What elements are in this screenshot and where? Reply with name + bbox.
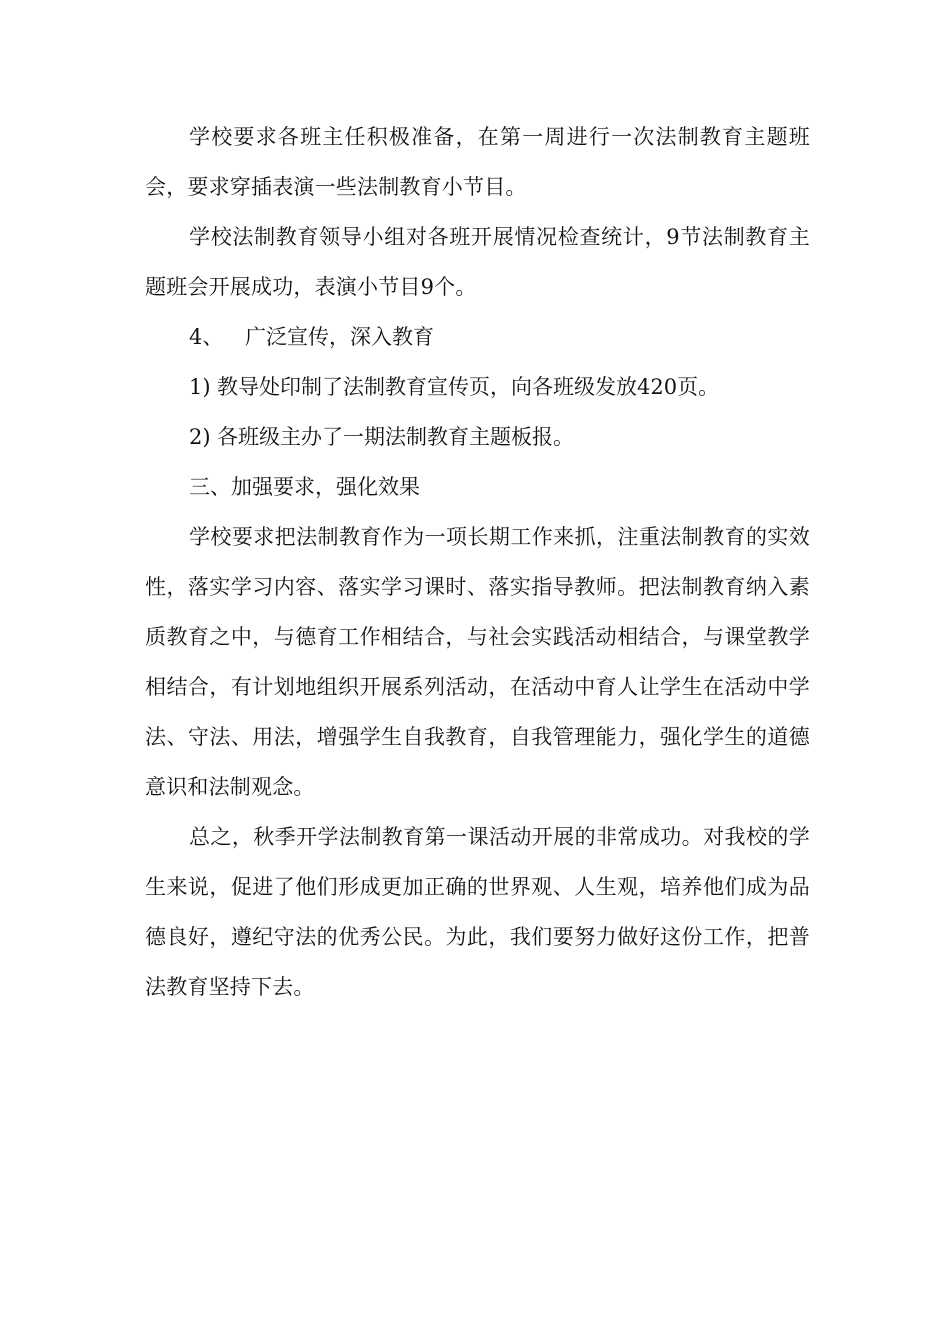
- list-item-text: 教导处印制了法制教育宣传页，向各班级发放420页。: [217, 375, 720, 399]
- paragraph-class-meeting: 学校要求各班主任积极准备，在第一周进行一次法制教育主题班会，要求穿插表演一些法制教育小节目。: [145, 125, 810, 199]
- paragraph-requirements: 学校要求把法制教育作为一项长期工作来抓，注重法制教育的实效性，落实学习内容、落实学习课时、落实指导教师。把法制教育纳入素质教育之中，与德育工作相结合，与社会实践活动相结合，与课堂教学相结合，有计划地组织开展系列活动，在活动中育人让学生在活动中学法、守法、用法，增强学生自我教育，自我管理能力，强化学生的道德意识和法制观念。: [145, 525, 810, 799]
- section-heading-4: [145, 312, 810, 362]
- paragraph-conclusion: 总之，秋季开学法制教育第一课活动开展的非常成功。对我校的学生来说，促进了他们形成更加正确的世界观、人生观，培养他们成为品德良好，遵纪守法的优秀公民。为此，我们要努力做好这份工作，把普法教育坚持下去。: [145, 825, 810, 999]
- document-body: [145, 112, 810, 1012]
- section-title: 广泛宣传，深入教育: [245, 325, 434, 349]
- list-item-1: [145, 362, 810, 412]
- section-heading-3: 三、加强要求，强化效果: [189, 475, 420, 499]
- paragraph-inspection-stats: 学校法制教育领导小组对各班开展情况检查统计，9节法制教育主题班会开展成功，表演小节目9个。: [145, 225, 810, 299]
- section-number: 4、: [189, 325, 224, 349]
- list-item-number: 1): [189, 375, 211, 399]
- list-item-text: 各班级主办了一期法制教育主题板报。: [217, 425, 574, 449]
- list-item-number: 2): [189, 425, 211, 449]
- list-item-2: [145, 412, 810, 462]
